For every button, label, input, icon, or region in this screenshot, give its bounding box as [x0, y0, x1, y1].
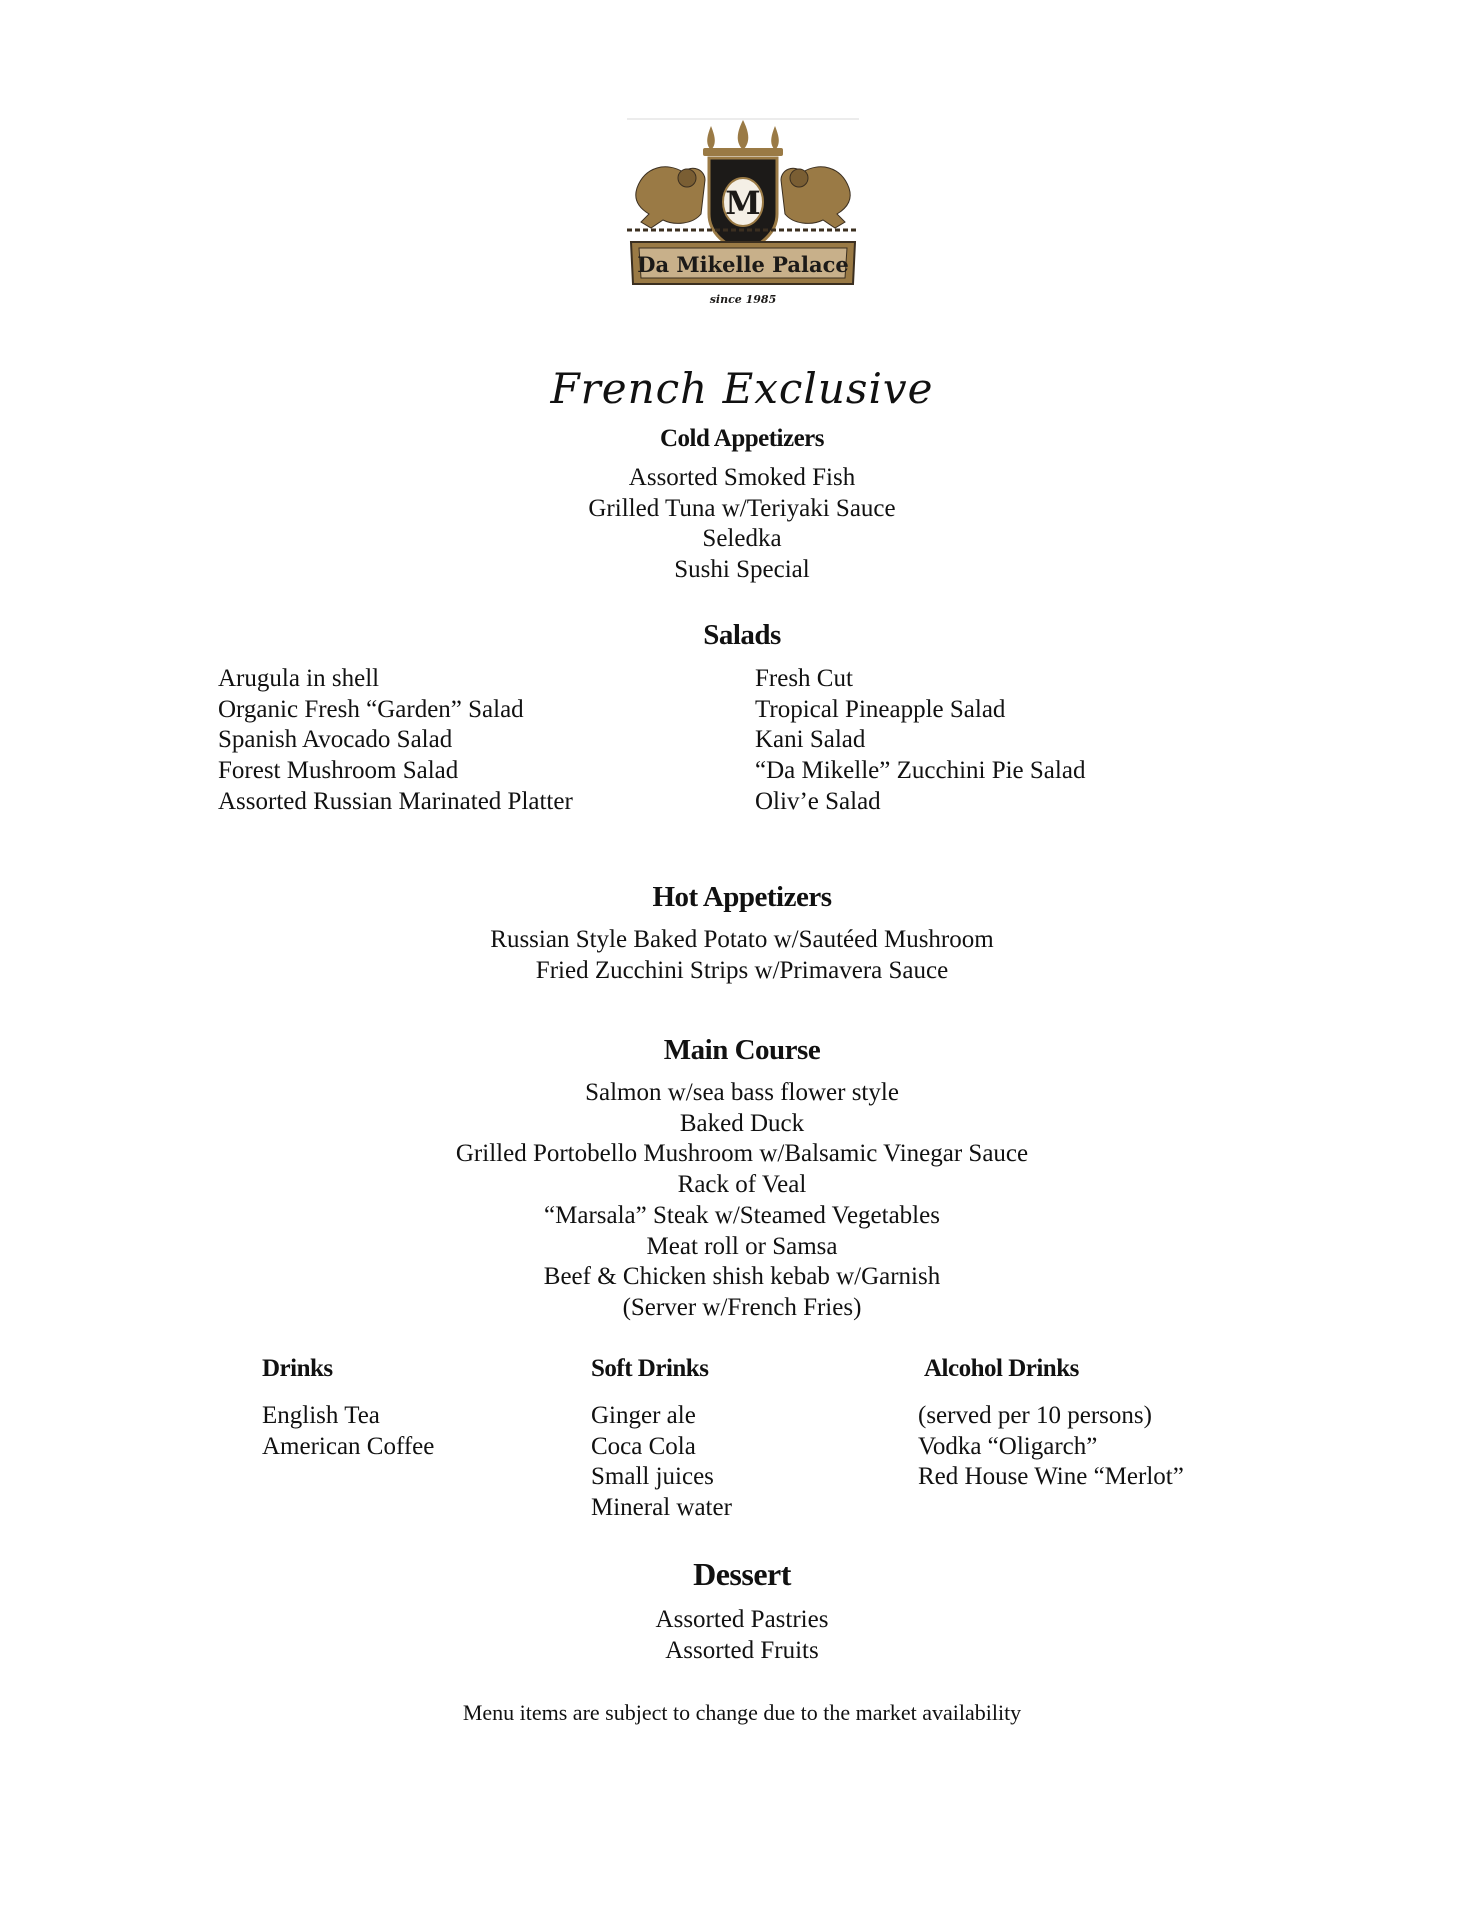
list-item: “Marsala” Steak w/Steamed Vegetables: [544, 1201, 940, 1229]
list-item: Forest Mushroom Salad: [218, 757, 459, 785]
dessert-heading: Dessert: [693, 1556, 791, 1592]
list-item: Rack of Veal: [677, 1171, 807, 1199]
list-item: Salmon w/sea bass flower style: [585, 1079, 899, 1106]
list-item: Vodka “Oligarch”: [918, 1432, 1098, 1460]
list-item: Coca Cola: [591, 1432, 696, 1460]
list-item: American Coffee: [262, 1432, 435, 1460]
list-item: Sushi Special: [674, 556, 810, 584]
list-item: Organic Fresh “Garden” Salad: [218, 695, 524, 723]
main-course-heading: Main Course: [663, 1034, 821, 1066]
logo-since: since 1985: [709, 293, 777, 306]
menu-title: French Exclusive: [550, 364, 934, 413]
list-item: Ginger ale: [591, 1402, 696, 1429]
salads-heading: Salads: [703, 619, 781, 651]
alcohol-drinks-heading: Alcohol Drinks: [924, 1355, 1079, 1382]
list-item: Assorted Smoked Fish: [628, 464, 856, 491]
list-item: Assorted Russian Marinated Platter: [218, 787, 573, 815]
list-item: Baked Duck: [679, 1109, 805, 1137]
list-item: Red House Wine “Merlot”: [918, 1463, 1184, 1491]
soft-drinks-list: [591, 1401, 732, 1524]
list-item: Seledka: [702, 525, 782, 553]
hot-appetizers-list: [0, 925, 1484, 986]
list-item: Meat roll or Samsa: [646, 1232, 838, 1260]
availability-note: Menu items are subject to change due to the market availability: [462, 1700, 1022, 1725]
restaurant-logo: [627, 118, 859, 308]
list-item: Fresh Cut: [755, 665, 853, 692]
list-item: Tropical Pineapple Salad: [755, 695, 1006, 723]
list-item: Assorted Pastries: [655, 1606, 829, 1633]
list-item: Spanish Avocado Salad: [218, 726, 453, 754]
logo-banner: [631, 242, 855, 284]
main-course-list: [0, 1078, 1484, 1324]
list-item: Grilled Portobello Mushroom w/Balsamic Vinegar Sauce: [455, 1140, 1029, 1168]
list-item: English Tea: [262, 1402, 380, 1429]
lion-right-icon: [781, 167, 850, 228]
list-item: Small juices: [591, 1463, 714, 1491]
list-item: Oliv’e Salad: [755, 787, 881, 815]
drinks-list: [262, 1401, 434, 1462]
salads-left-column: [218, 664, 573, 818]
list-item: Assorted Fruits: [665, 1636, 819, 1664]
cold-appetizers-heading: Cold Appetizers: [659, 425, 825, 452]
drinks-heading: Drinks: [262, 1355, 333, 1382]
alcohol-drinks-list: [918, 1401, 1184, 1493]
cold-appetizers-list: [0, 463, 1484, 586]
list-item: Mineral water: [591, 1494, 732, 1522]
list-item: Kani Salad: [755, 726, 866, 754]
salads-right-column: [755, 664, 1085, 818]
hot-appetizers-heading: Hot Appetizers: [652, 881, 832, 913]
soft-drinks-heading: Soft Drinks: [591, 1355, 709, 1382]
lion-left-icon: [636, 167, 705, 228]
list-item: Grilled Tuna w/Teriyaki Sauce: [588, 494, 896, 522]
svg-text:M: M: [725, 184, 761, 222]
list-item: Arugula in shell: [218, 665, 380, 692]
list-item: “Da Mikelle” Zucchini Pie Salad: [755, 757, 1086, 785]
dessert-list: [0, 1605, 1484, 1666]
monogram-shield-icon: [709, 158, 777, 252]
list-item: (Server w/French Fries): [622, 1293, 862, 1321]
list-item: (served per 10 persons): [918, 1402, 1152, 1429]
list-item: Fried Zucchini Strips w/Primavera Sauce: [535, 956, 949, 984]
list-item: Beef & Chicken shish kebab w/Garnish: [543, 1263, 941, 1291]
list-item: Russian Style Baked Potato w/Sautéed Mushroom: [490, 926, 994, 953]
svg-text:Da Mikelle Palace: Da Mikelle Palace: [637, 252, 849, 277]
